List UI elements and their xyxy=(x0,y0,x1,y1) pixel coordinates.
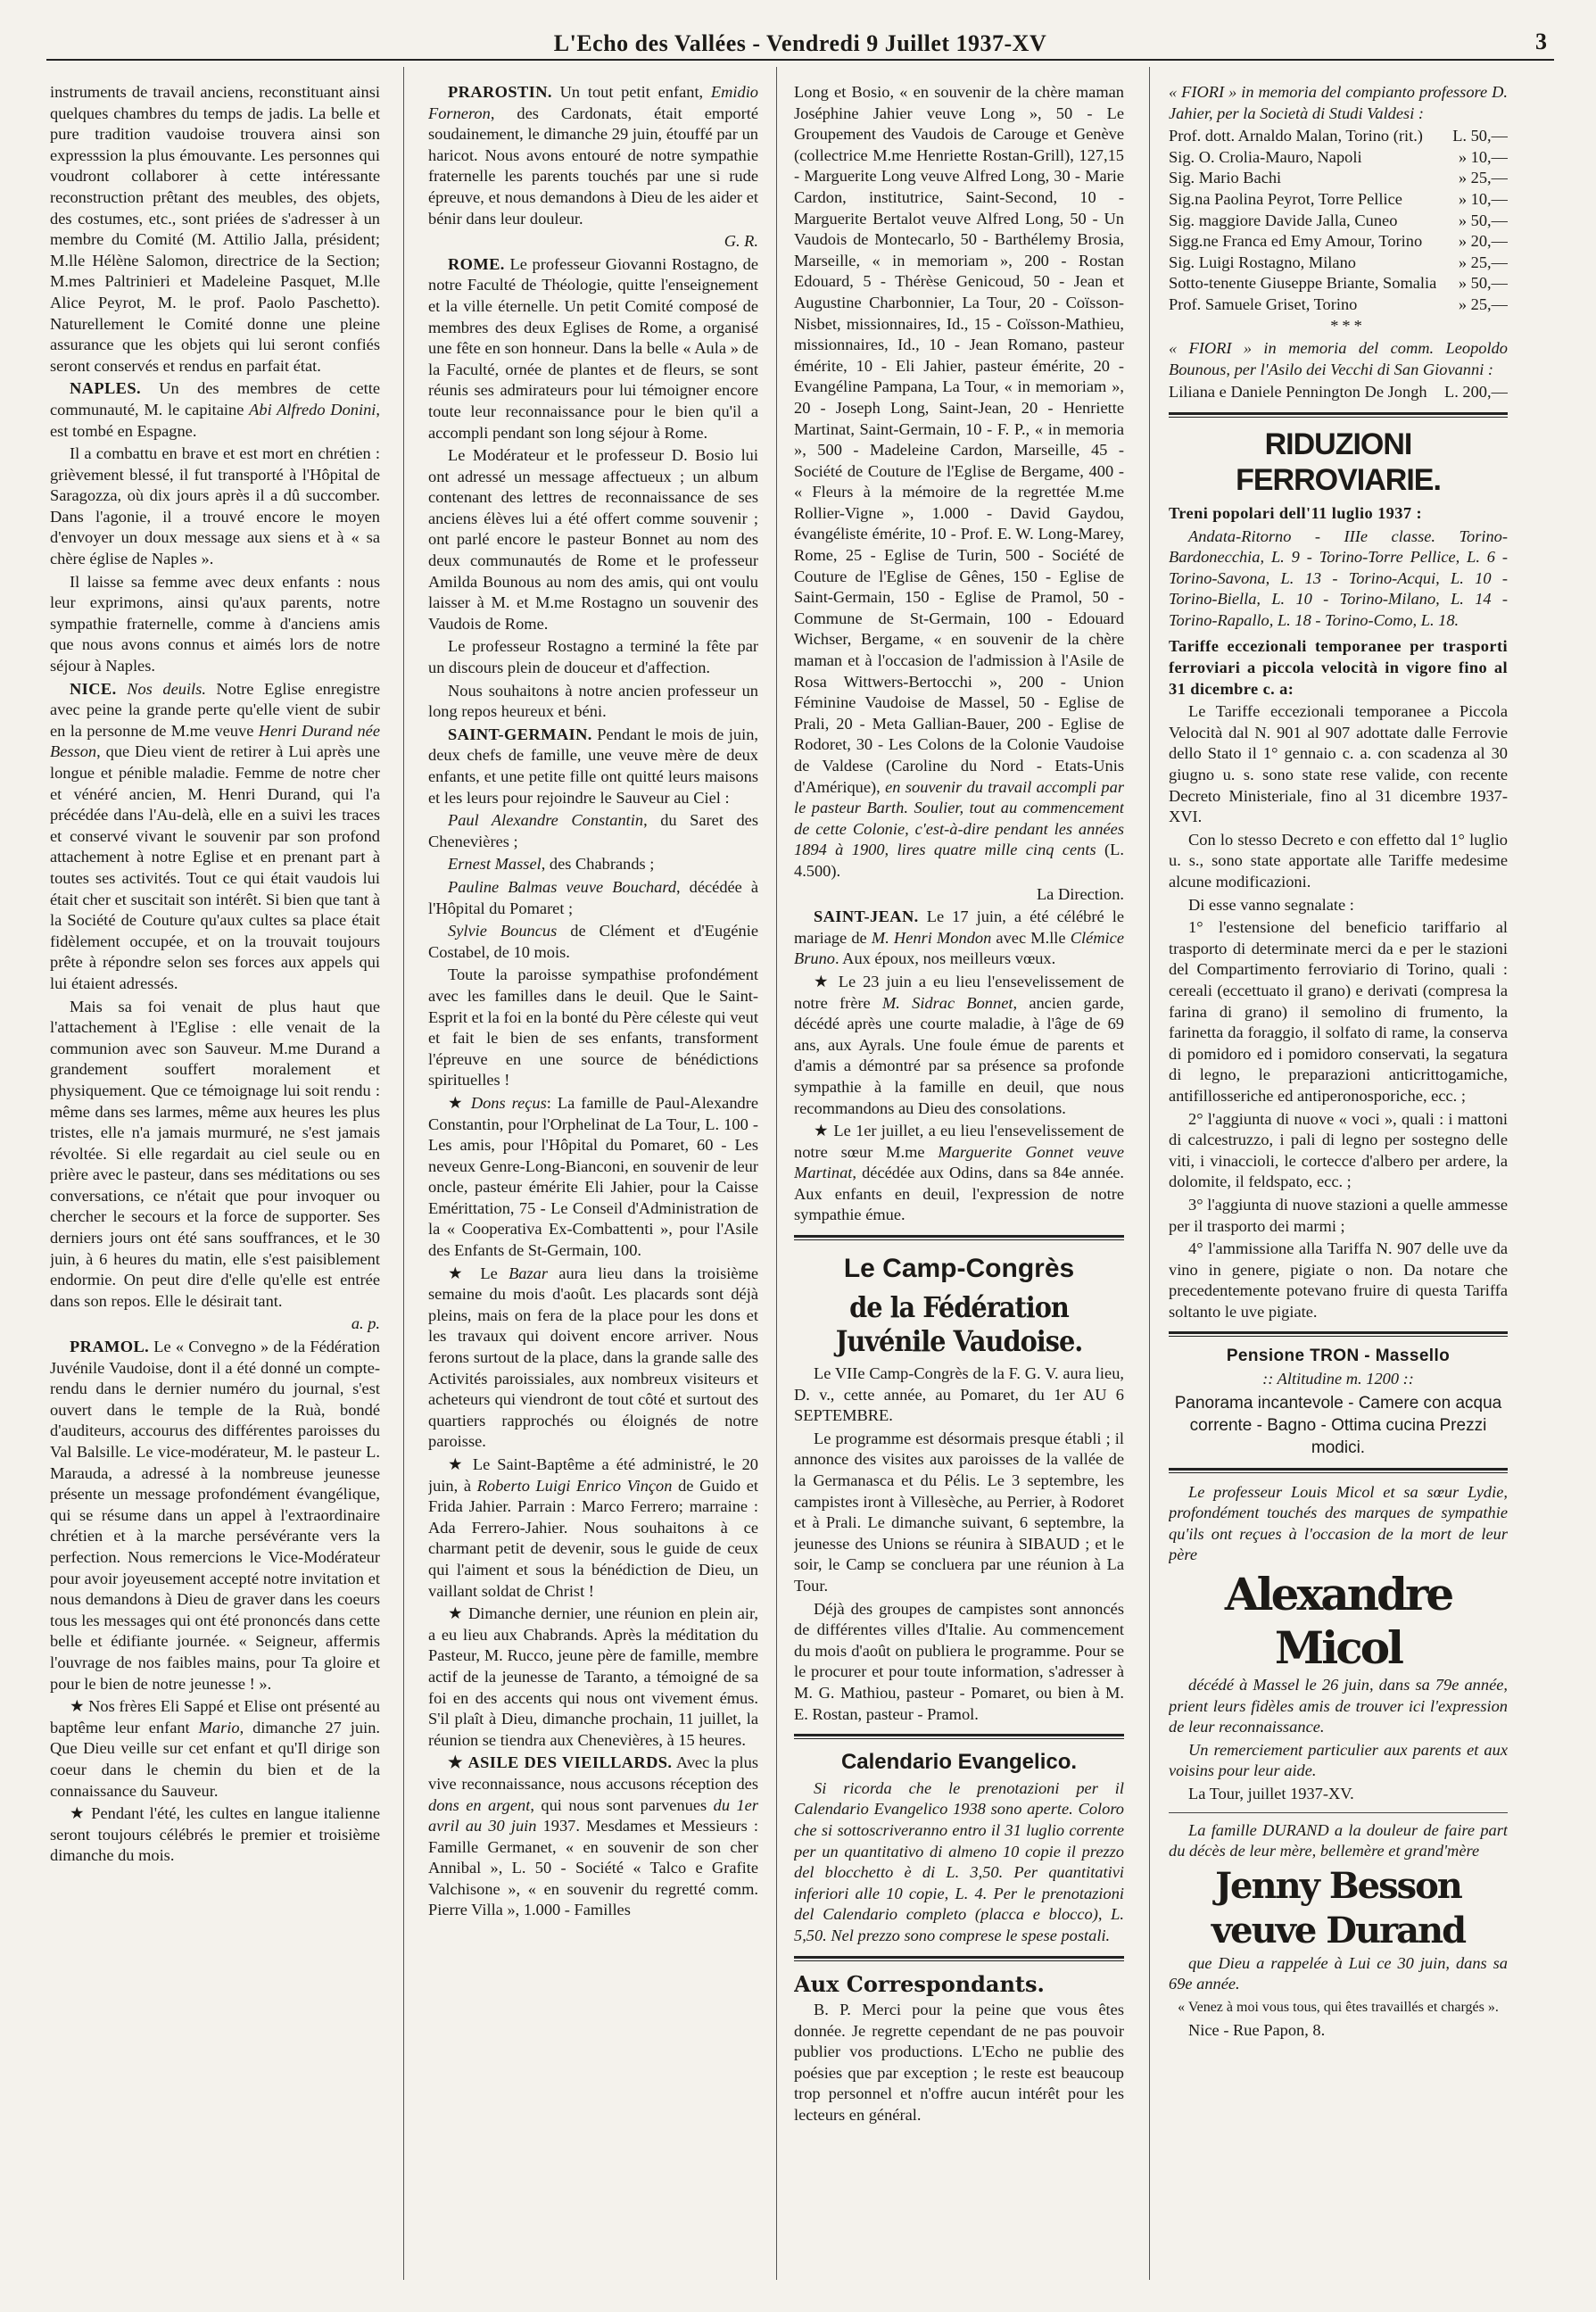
article-paragraph xyxy=(428,1093,758,1262)
column-1 xyxy=(50,82,380,2286)
person-name: Paul Alexandre Constantin xyxy=(448,811,644,830)
section-divider xyxy=(1169,1331,1508,1337)
camp-congres-title: Le Camp-Congrès xyxy=(843,1254,1075,1284)
text-run: ★ Le xyxy=(448,1264,509,1282)
pensione-title: Pensione TRON - Massello xyxy=(1226,1347,1451,1366)
article-paragraph: Le professeur Rostagno a terminé la fête par un discours plein de douceur et d'affection. xyxy=(428,637,758,677)
person-name: Clémice Bruno xyxy=(794,928,1124,968)
text-run: avec M.lle xyxy=(991,928,1071,947)
obituary-date: La Tour, juillet 1937-XV. xyxy=(1188,1785,1354,1802)
person-name: Sylvie Bouncus xyxy=(448,922,558,941)
text-run: Un tout petit enfant, xyxy=(551,83,711,101)
person-name: M. Sidrac Bonnet xyxy=(881,993,1013,1012)
article-naples xyxy=(50,378,380,442)
deceased-name: Alexandre Micol xyxy=(1224,1568,1452,1675)
donation-row xyxy=(1169,189,1508,211)
donor-name: Sig. Luigi Rostagno, Milano xyxy=(1169,253,1356,271)
obituary-paragraph: La famille DURAND a la douleur de faire part du décès de leur mère, bellemère et grand'mère xyxy=(1169,1820,1508,1860)
article-paragraph: Di esse vanno segnalate : xyxy=(1188,895,1354,914)
calendario-title: Calendario Evangelico. xyxy=(840,1750,1078,1775)
camp-congres-subtitle: de la Fédération Juvénile Vaudoise. xyxy=(835,1290,1083,1359)
deceased-entry xyxy=(428,810,758,852)
donation-row xyxy=(1169,231,1508,253)
donation-amount: » 50,— xyxy=(1458,274,1508,293)
person-name: Pauline Balmas veuve Bouchard xyxy=(448,877,677,896)
person-name: Marguerite Gonnet veuve Martinat xyxy=(794,1142,1124,1182)
article-paragraph xyxy=(428,1454,758,1602)
donation-amount: » 10,— xyxy=(1458,147,1508,166)
text-run: Le « Convegno » de la Fédération Juvénile Vaudoise, dont il a été donné un compte-rendu dans le dernier numéro du journal, s'est ouvert dans le temple de la Ruà, bondé d'auditeurs, accourus des différentes paroisses du Val Balsille. Le vice-modérateur, M. le pasteur L. Marauda, a adressé à la nombreuse jeunesse présente un message profondément évangélique, qui se résume dans un appel à l'extraordinaire chrétien et à la marche persévérante vers la perfection. Nous remercions le Vice-Modérateur pour avoir joyeusement accepté notre invitation et nous demandons à Dieu de graver dans les coeurs tous les messages qui ont été prononcés dans cette belle et édifiante journée. « Seigneur, affermis l'ouvrage de nos faibles mains, pour Ta gloire et pour le bien de notre jeunesse ! ». xyxy=(50,1338,380,1693)
donation-amount: L. 50,— xyxy=(1452,127,1508,145)
deceased-entry xyxy=(428,854,758,875)
deceased-entry xyxy=(428,877,758,919)
section-heading: NICE. xyxy=(70,679,117,698)
fiori-heading: « FIORI » in memoria del comm. Leopoldo Bounous, per l'Asilo dei Vecchi di San Giovanni : xyxy=(1169,339,1508,378)
text-run: , qui nous sont parvenues xyxy=(530,1795,714,1814)
donation-amount: » 25,— xyxy=(1458,169,1508,187)
text-run: ★ Le Saint-Baptême a été administré, le 20 juin, à xyxy=(428,1455,758,1495)
correspondants-title: Aux Correspondants. xyxy=(794,1970,1045,1997)
donation-row xyxy=(1169,382,1508,403)
column-rule xyxy=(403,67,404,2280)
donor-name: Prof. Samuele Griset, Torino xyxy=(1169,294,1358,313)
text-run: Long et Bosio, « en souvenir de la chère maman Joséphine Jahier veuve Long », 50 - Le Groupement des Vaudois de Carouge et Genève (collectrice M.me Henriette Rostan-Grill), 127,15 - Marguerite Long veuve Alfred Long, 30 - Marie Cardon, institutrice, Saint-Second, 10 - Marguerite Bertalot veuve Alfred Long, 50 - Un Vaudois de Montecarlo, 50 - Barthélemy Brosia, Marseille, « in memoriam », 200 - Rostan Edouard, 5 - Thérèse Genicoud, 50 - Jean et Augustine Charbonnier, La Tour, 20 - Coïsson-Nisbet, missionnaires, Id., 15 - Coïsson-Mathieu, missionnaires, Id., 10 - Jean Romano, pasteur émérite, 10 - Eli Jahier, pasteur émérite, 20 - Evangéline Pampana, La Tour, « in memoriam », 20 - Joseph Long, Saint-Jean, 20 - Henriette Martinat, Saint-Germain, 10 - F. P., « in memoria », 500 - Madeleine Cardon, Marseille, 45 - Société de Couture de l'Eglise de Bergame, 400 - « Fleurs à la mémoire de la regrettée M.me Rollier-Vigne », 1.000 - David Gaydou, évangéliste émérite, 10 - Prof. E. W. Long-Marey, Rome, 25 - Eglise de Turin, 500 - Société de Couture de l'Eglise de Gênes, 150 - Eglise de Saint-Germain, 150 - Eglise de Pramol, 50 - Commune de St-Germain, 100 - Edouard Wichser, Bergame, « en souvenir de la chère maman et à l'occasion de l'admission à l'Asile de Rosa Wittwers-Bertocchi », 200 - Union Féminine Vaudoise de Massel, 50 - Eglise de Prali, 20 - Meta Gallian-Bauer, 200 - Eglise de Rodoret, 30 - Les Colons de la Colonie Vaudoise de Valdese (Caroline du Nord - Etats-Unis d'Amérique), xyxy=(794,83,1124,796)
subheading: Nos deuils. xyxy=(127,679,206,698)
article-rome xyxy=(428,254,758,443)
section-heading: ROME. xyxy=(448,254,505,273)
donor-name: Sig.na Paolina Peyrot, Torre Pellice xyxy=(1169,189,1402,208)
section-divider xyxy=(1169,1468,1508,1473)
text-run: aura lieu dans la troisième semaine du mois d'août. Les placards sont déjà pleins, mais on fera de la place pour les dons et les travaux qui doivent encore arriver. Nous ferons surtout de la place, dans la grande salle des Activités paroissiales, aux nombreux visiteurs et acheteurs qui viendront de tout côté et surtout des quartiers rapprochés ou éloignés de notre paroisse. xyxy=(428,1264,758,1451)
article-asile xyxy=(428,1753,758,1921)
person-name: Ernest Massel xyxy=(448,855,542,874)
article-paragraph xyxy=(428,1264,758,1453)
article-paragraph: instruments de travail anciens, reconstituant ainsi quelques chambres du temps de jadis. La belle et pure tradition vaudoise trouvera ainsi son expresssion la plus émouvante. Les personnes qui voudront collaborer à cette intéressante reconstruction prêtant des meubles, des objets, des costumes, etc., sont priées de s'adresser à un membre du Comité (M. Attilio Jalla, président; M.lle Hélène Salomon, directrice de la Section; M.mes Paltrinieri et Madeleine Pasquet, M.lle Alice Peyrot, M. le prof. Paolo Paschetto). Naturellement le Comité donne une pleine assurance que les objets qui lui seront confiés seront conservés et rendus en parfait état. xyxy=(50,83,380,375)
text-run: , des Chabrands ; xyxy=(541,855,655,874)
text-run: , est tombé en Espagne. xyxy=(50,400,380,440)
text-run: Le professeur Giovanni Rostagno, de notre Faculté de Théologie, quitte l'enseignement et la ville éternelle. Un petit Comité composé de membres des deux Eglises de Rome, a organisé une fête en son honneur. Dans la belle « Aula » de la Faculté, ornée de plantes et de fleurs, se sont réunis ses admirateurs pour lui témoigner encore toute leur reconnaissance pour le bien qu'il a accompli pendant son long séjour à Rome. xyxy=(428,254,758,442)
donor-name: Sotto-tenente Giuseppe Briante, Somalia xyxy=(1169,274,1437,293)
deceased-entry xyxy=(428,921,758,963)
donation-row xyxy=(1169,253,1508,274)
person-name: Roberto Luigi Enrico Vinçon xyxy=(476,1476,673,1495)
signature: G. R. xyxy=(724,232,758,251)
section-heading: SAINT-GERMAIN. xyxy=(448,725,592,743)
article-paragraph: Toute la paroisse sympathise profondément avec les familles dans le deuil. Que le Saint-Esprit et la foi en la bonté du Père céleste qui veut et fait le bien de ses enfants, transforment l'épreuve en une source de bénédictions spirituelles ! xyxy=(428,965,758,1090)
donation-row xyxy=(1169,168,1508,189)
article-paragraph: Mais sa foi venait de plus haut que l'attachement à l'Eglise : elle venait de la communion avec son Sauveur. M.me Durand a grandement souffert moralement et physiquement. Que ce témoignage lui soit rendu : même dans ses larmes, même aux heures les plus tristes, elle n'a jamais murmuré, ne s'est jamais révoltée. Si elle regardait au ciel seule ou en prière avec le pasteur, dans ses méditations ou ses conversations, ce n'était que pour invoquer ou chercher le secours et la force de supporter. Ses derniers jours ont été sans souffrances, et le 30 juin, à 6 heures du matin, elle s'est paisiblement endormie. On peut dire d'elle qu'elle est entrée dans son repos. Elle le désirait tant. xyxy=(50,997,380,1310)
article-paragraph: Nous souhaitons à notre ancien professeur un long repos heureux et béni. xyxy=(428,681,758,721)
article-paragraph: B. P. Merci pour la peine que vous êtes donnée. Je regrette cependant de ne pas pouvoir publier vos productions. L'Echo ne publie des poésies que par exception ; le reste est beaucoup trop personnel et n'offre aucun intérêt pour les lecteurs en général. xyxy=(794,2001,1124,2125)
column-rule xyxy=(776,67,777,2280)
subheading: Bazar xyxy=(509,1264,549,1282)
article-paragraph: Si ricorda che le prenotazioni per il Calendario Evangelico 1938 sono aperte. Coloro che si sottoscriveranno entro il 31 luglio corrente per un quantitativo di almeno 10 copie il prezzo del blocchetto è di L. 3,50. Per quantitativi inferiori alle 10 copie, L. 4. Per le prenotazioni del Calendario completo (placca e blocco), L. 5,50. Nel prezzo sono comprese le spese postali. xyxy=(794,1778,1124,1944)
text-run: ★ Le 23 juin a eu lieu l'ensevelissement de notre frère xyxy=(794,972,1124,1012)
donor-name: Sig. O. Crolia-Mauro, Napoli xyxy=(1169,147,1362,166)
text-run: , dimanche 27 juin. Que Dieu veille sur cet enfant et qu'Il dirige son coeur dans le chemin du bien et de la connaissance du Sauveur. xyxy=(50,1718,380,1800)
fiori-donations-list xyxy=(1169,126,1508,315)
text-run: (L. 4.500). xyxy=(794,841,1124,880)
section-divider xyxy=(794,1734,1124,1739)
article-paragraph: ★ Dimanche dernier, une réunion en plein air, a eu lieu aux Chabrands. Après la méditation du Pasteur, M. Rucco, jeune père de famille, membre actif de la jeunesse de Taranto, a témoigné de sa foi en des accents qui nous ont vivement émus. S'il plaît à Dieu, dimanche prochain, 11 juillet, la réunion se tiendra aux Chenevières, à 15 heures. xyxy=(428,1604,758,1749)
subheading: Dons reçus xyxy=(470,1093,547,1112)
article-paragraph: Il laisse sa femme avec deux enfants : nous leur exprimons, ainsi qu'aux parents, notre sympathie fraternelle, comme à d'anciens amis que nous avons connus et aimés lors de notre séjour à Naples. xyxy=(50,572,380,675)
article-saint-germain xyxy=(428,725,758,808)
article-paragraph: Con lo stesso Decreto e con effetto dal 1° luglio u. s., sono state apportate alle Tariffe medesime alcune modificazioni. xyxy=(1169,830,1508,891)
column-rule xyxy=(1149,67,1150,2280)
section-divider xyxy=(1169,1812,1508,1813)
column-4 xyxy=(1169,82,1508,2286)
donation-amount: » 20,— xyxy=(1458,232,1508,251)
person-name: Abi Alfredo Donini xyxy=(249,400,376,418)
obituary-place: Nice - Rue Papon, 8. xyxy=(1188,2020,1326,2039)
text-run: de Clément et d'Eugénie Costabel, de 10 mois. xyxy=(428,922,758,961)
article-paragraph: 2° l'aggiunta di nuove « voci », quali : i mattoni di calcestruzzo, i pali di legno per sostegno delle viti, i vinaccioli, le cortecce d'albero per ardere, la dolomite, il feldspato, ecc. ; xyxy=(1169,1109,1508,1191)
subheading: Tariffe eccezionali temporanee per trasporti ferroviari a piccola velocità in vigore fino al 31 dicembre c. a: xyxy=(1169,637,1508,698)
section-heading: ★ ASILE DES VIEILLARDS. xyxy=(448,1753,673,1772)
riduzioni-title: RIDUZIONI FERROVIARIE. xyxy=(1236,427,1441,497)
article-paragraph: Le Tariffe eccezionali temporanee a Piccola Velocità dal N. 901 al 907 adottate dalle Ferrovie dello Stato il 1° gennaio c. a. con scadenza al 30 giugno u. s. sono state rese valide, con recente Decreto Ministeriale, fino al 31 dicembre 1937-XVI. xyxy=(1169,702,1508,826)
donor-name: Sig. Mario Bachi xyxy=(1169,169,1282,187)
signature: a. p. xyxy=(351,1314,380,1333)
article-paragraph: Il a combattu en brave et est mort en chrétien : grièvement blessé, il fut transporté à l'Hôpital de Saragozza, où dix jours après il a dû succomber. Dans l'agonie, il a trouvé encore le moyen d'envoyer un doux message aux siens et à « sa chère église de Naples ». xyxy=(50,444,380,568)
donation-amount: » 25,— xyxy=(1458,253,1508,271)
obituary-paragraph: Le professeur Louis Micol et sa sœur Lydie, profondément touchés des marques de sympathie qu'ils ont reçues à l'occasion de la mort de leur père xyxy=(1169,1482,1508,1564)
obituary-paragraph: que Dieu a rappelée à Lui ce 30 juin, dans sa 69e année. xyxy=(1169,1953,1508,1993)
donation-amount: » 25,— xyxy=(1458,294,1508,313)
article-paragraph: 1° l'estensione del beneficio tariffario al trasporto di determinate merci da e per le stazioni del Compartimento ferroviario di Torino, quali : cereali (eccettuato il grano) e derivati (compresa la farina di grano) il semolino di frumento, la farinetta da foraggio, il solfato di rame, la conserva di pomidoro ed i pomidoro conservati, la segatura di legno, le preparazioni anticrittogamiche, antifillosseriche ed antiperonosporiche, ecc. ; xyxy=(1169,918,1508,1105)
bible-verse: « Venez à moi vous tous, qui êtes travaillés et chargés ». xyxy=(1178,1999,1499,2015)
person-name: Emidio Forneron xyxy=(428,83,758,122)
emphasis: dons en argent xyxy=(428,1795,531,1814)
text-run: , décédée aux Odins, dans sa 84e année. Aux enfants en deuil, l'expression de notre sympathie émue. xyxy=(794,1164,1124,1224)
column-3 xyxy=(794,82,1124,2286)
subheading: Treni popolari dell'11 luglio 1937 : xyxy=(1169,503,1422,522)
article-paragraph: ★ Pendant l'été, les cultes en langue italienne seront toujours célébrés le premier et troisième dimanche du mois. xyxy=(50,1804,380,1865)
donation-row xyxy=(1169,211,1508,232)
deceased-name: Jenny Besson veuve Durand xyxy=(1211,1864,1466,1952)
section-heading: PRAMOL. xyxy=(70,1338,150,1356)
text-run: 1937. Mesdames et Messieurs : Famille Germanet, « en souvenir de son cher Annibal », L. 50 - Société « Talco e Grafite Valchisone », « en souvenir du regretté comm. Pierre Villa », 1.000 - Familles xyxy=(428,1817,758,1919)
donation-row xyxy=(1169,294,1508,316)
column-2 xyxy=(428,82,758,2286)
section-divider xyxy=(794,1235,1124,1240)
text-run: , du Saret des Chenevières ; xyxy=(428,811,758,850)
article-paragraph xyxy=(794,972,1124,1119)
section-heading: PRAROSTIN. xyxy=(448,83,552,101)
separator-stars: *** xyxy=(1330,316,1366,335)
donations-list xyxy=(794,82,1124,883)
emphasis: en souvenir du travail accompli par le pasteur Barth. Soulier, tout au commencement de cette Colonie, c'est-à-dire pendant les années 1894 à 1900, lires quatre mille cinq cents xyxy=(794,777,1124,859)
text-run: Notre Eglise enregistre avec peine la grande perte qu'elle vient de subir en la personne de M.me veuve xyxy=(50,679,380,740)
article-paragraph: Le VIIe Camp-Congrès de la F. G. V. aura lieu, D. v., cette année, au Pomaret, du 1er AU 6 SEPTEMBRE. xyxy=(794,1364,1124,1425)
text-run: , ancien garde, décédé après une courte maladie, à l'âge de 69 ans, aux Ayrals. Une foule émue de parents et d'amis a démontré par sa présence sa profonde sympathie à la famille en deuil, que nous recommandons au Dieu des consolations. xyxy=(794,993,1124,1117)
article-nice xyxy=(50,679,380,995)
donation-amount: » 10,— xyxy=(1458,189,1508,208)
donor-name: Liliana e Daniele Pennington De Jongh xyxy=(1169,383,1427,402)
article-paragraph: 4° l'ammissione alla Tariffa N. 907 delle uve da vino in genere, pigiate o non. Da notare che precedentemente potevano fruire di questa Tariffa soltanto le uve pigiate. xyxy=(1169,1239,1508,1321)
section-divider xyxy=(1169,412,1508,418)
signature: La Direction. xyxy=(1036,884,1124,903)
donation-amount: L. 200,— xyxy=(1443,383,1508,402)
person-name: Mario xyxy=(198,1718,240,1736)
text-run: , des Cardonats, était emporté soudainement, le dimanche 29 juin, étouffé par un haricot. Nous avons entouré de notre sympathie fraternelle les parents touchés par une si rude épreuve, et nous demandons à Dieu de les aider et bénir dans leur douleur. xyxy=(428,104,758,228)
obituary-paragraph: décédé à Massel le 26 juin, dans sa 79e année, prient leurs fidèles amis de trouver ici l'expression de leur reconnaissance. xyxy=(1169,1676,1508,1736)
article-prarostino xyxy=(428,82,758,229)
text-run: ★ xyxy=(448,1093,471,1112)
fiori-heading: « FIORI » in memoria del compianto professore D. Jahier, per la Società di Studi Valdesi : xyxy=(1169,83,1508,122)
donation-amount: » 50,— xyxy=(1458,211,1508,229)
text-run: de Guido et Frida Jahier. Parrain : Marco Ferrero; marraine : Ada Ferrero-Jahier. Nous souhaitons à ce charmant petit de devenir, sous le guide de ceux qui l'aiment et sous la bénédiction de Dieu, un vaillant soldat de Christ ! xyxy=(428,1476,758,1600)
person-name: Henri Durand née Besson xyxy=(50,721,380,761)
emphasis: du 1er avril au 30 juin xyxy=(428,1795,758,1836)
text-run: ★ Nos frères Eli Sappé et Elise ont présenté au baptême leur enfant xyxy=(50,1697,380,1736)
article-paragraph: 3° l'aggiunta di nuove stazioni a quelle ammesse per il trasporto dei marmi ; xyxy=(1169,1195,1508,1235)
person-name: M. Henri Mondon xyxy=(871,928,992,947)
text-run: , décédée à l'Hôpital du Pomaret ; xyxy=(428,877,758,917)
donor-name: Sigg.ne Franca ed Emy Amour, Torino xyxy=(1169,232,1423,251)
article-paragraph: Andata-Ritorno - IIIe classe. Torino-Bardonecchia, L. 9 - Torino-Torre Pellice, L. 6 - Torino-Savona, L. 13 - Torino-Acqui, L. 10 - Torino-Biella, L. 10 - Torino-Milano, L. 14 - Torino-Rapallo, L. 18 - Torino-Como, L. 18. xyxy=(1169,526,1508,629)
donation-row xyxy=(1169,147,1508,169)
article-paragraph: Le programme est désormais presque établi ; il annonce des visites aux paroisses de la vallée de la Germanasca et du Pélis. Le 3 septembre, les campistes iront à Villesèche, au Perrier, à Rodoret et à Prali. Le dimanche suivant, 6 septembre, la jeunesse des Unions se réunira à SIBAUD ; et le soir, le Camp se concluera par une réunion à La Tour. xyxy=(794,1429,1124,1595)
obituary-paragraph: Un remerciement particulier aux parents et aux voisins pour leur aide. xyxy=(1169,1740,1508,1780)
masthead-title: L'Echo des Vallées - Vendredi 9 Juillet 1937-XV xyxy=(553,30,1047,56)
article-paragraph xyxy=(794,1121,1124,1226)
pensione-ad-text: Panorama incantevole - Camere con acqua corrente - Bagno - Ottima cucina Prezzi modici. xyxy=(1174,1393,1502,1457)
text-run: : La famille de Paul-Alexandre Constantin, pour l'Orphelinat de La Tour, L. 100 - Les amis, pour l'Hôpital du Pomaret, 60 - Les neveux Genre-Long-Bianconi, en souvenir de leur oncle, pasteur émérite Eli Jahier, pour la Caisse Emérittation, 75 - Le Conseil d'Administration de la « Cooperativa Ex-Combattenti », pour l'Asile des Enfants de St-Germain, 100. xyxy=(428,1093,758,1260)
article-paragraph: Le Modérateur et le professeur D. Bosio lui ont adressé un message affectueux ; un album contenant des lettres de reconnaissance de ses anciens élèves lui a été offert comme souvenir ; ont parlé encore le pasteur Bonnet au nom des deux communautés de Rome et le professeur Amilda Bounous au nom des amis, qui ont voulu laisser à M. et M.me Rostagno un souvenir des Vaudois de Rome. xyxy=(428,446,758,633)
text-run: Un des membres de cette communauté, M. le capitaine xyxy=(50,379,380,418)
text-run: , que Dieu vient de retirer à Lui après une longue et pénible maladie. Femme de notre cher et vénéré ancien, M. Henri Durand, qui l'a précédée dans l'Au-delà, elle en a suivi les traces et conservé vivant le souvenir par son profond attachement à notre Eglise et en prenant part à toutes ses activités. Tout ce qui était vaudois lui était cher et suscitait son intérêt. Si bien que tant à la Société de Couture qu'aux cultes sa place était fidèlement occupée, et on la trouvait toujours prête à répondre selon ses forces aux appels qui lui étaient adressés. xyxy=(50,742,380,992)
article-paragraph: Déjà des groupes de campistes sont annoncés de différentes villes d'Italie. Au commencement du mois d'août on publiera le programme. Pour se le procurer et pour toute information, s'adresser à M. G. Mathiou, pasteur - Pomaret, ou bien à M. E. Rostan, pasteur - Pramol. xyxy=(794,1599,1124,1723)
article-pramol xyxy=(50,1337,380,1695)
donor-name: Prof. dott. Arnaldo Malan, Torino (rit.) xyxy=(1169,127,1423,145)
article-paragraph xyxy=(50,1696,380,1802)
text-run: Le 17 juin, a été célébré le mariage de xyxy=(794,907,1124,947)
donation-row xyxy=(1169,126,1508,147)
text-run: ★ Le 1er juillet, a eu lieu l'ensevelissement de notre sœur M.me xyxy=(794,1122,1124,1161)
page-number: 3 xyxy=(1535,29,1547,54)
text-run: Pendant le mois de juin, deux chefs de famille, une veuve mère de deux enfants, et une petite fille ont quitté leurs maisons et les leurs pour rejoindre le Sauveur au Ciel : xyxy=(428,725,758,807)
section-heading: SAINT-JEAN. xyxy=(814,907,919,926)
pensione-altitude: :: Altitudine m. 1200 :: xyxy=(1262,1370,1414,1388)
donor-name: Sig. maggiore Davide Jalla, Cuneo xyxy=(1169,211,1398,229)
donation-row xyxy=(1169,273,1508,294)
text-run: Avec la plus vive reconnaissance, nous accusons réception des xyxy=(428,1753,758,1793)
section-heading: NAPLES. xyxy=(70,379,141,398)
section-divider xyxy=(794,1956,1124,1961)
article-saint-jean xyxy=(794,907,1124,970)
text-run: . Aux époux, nos meilleurs vœux. xyxy=(834,949,1056,968)
page-header xyxy=(46,27,1554,61)
